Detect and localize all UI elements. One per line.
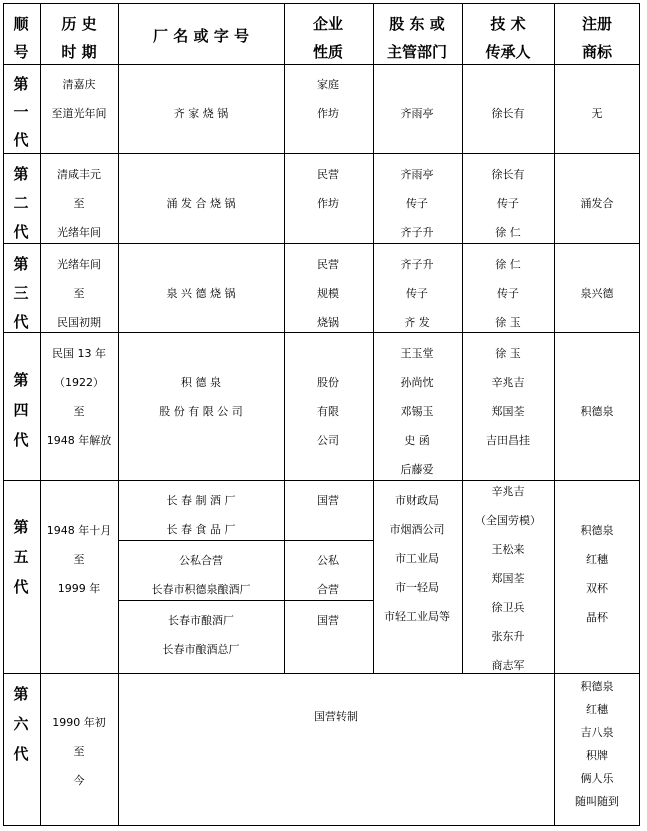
- tech-inheritor-text: 徐 仁: [495, 226, 521, 239]
- nature-text: 合营: [317, 583, 339, 596]
- generation-label: 代: [13, 313, 29, 331]
- tech-inheritor-text: 徐 玉: [495, 316, 521, 329]
- trademark-text: 红穗: [586, 703, 608, 716]
- tech-inheritor-text: 徐 玉: [495, 347, 521, 360]
- trademark-text: 无: [591, 107, 603, 120]
- header-period: 历 史: [61, 15, 97, 33]
- header-seq: 号: [13, 43, 29, 61]
- tech-inheritor-text: （全国劳模）: [475, 514, 541, 527]
- trademark-text: 积德泉: [580, 680, 614, 693]
- trademark-text: 积德泉: [580, 405, 614, 418]
- grid-line: [373, 3, 374, 673]
- generation-label: 四: [13, 401, 29, 419]
- shareholder-text: 齐子升: [400, 226, 434, 239]
- nature-text: 公私: [317, 554, 339, 567]
- nature-text: 家庭: [317, 78, 339, 91]
- period-text: 1948 年十月: [46, 524, 112, 537]
- shareholder-text: 邓锡玉: [400, 405, 434, 418]
- generation-label: 第: [13, 685, 29, 703]
- grid-line: [40, 3, 41, 826]
- period-text: 民国初期: [57, 316, 101, 329]
- nature-text: 作坊: [317, 107, 339, 120]
- trademark-text: 红穗: [586, 553, 608, 566]
- nature-text: 有限: [317, 405, 339, 418]
- shareholder-text: 史 函: [404, 434, 430, 447]
- nature-text: 烧锅: [317, 316, 339, 329]
- generation-label: 五: [13, 548, 29, 566]
- trademark-text: 积德泉: [580, 524, 614, 537]
- trademark-text: 晶杯: [586, 611, 608, 624]
- shareholder-text: 齐雨亭: [400, 107, 434, 120]
- header-shareholder: 股 东 或: [389, 15, 445, 33]
- grid-line: [118, 3, 119, 826]
- shareholder-text: 传子: [406, 197, 428, 210]
- trademark-text: 俩人乐: [580, 772, 614, 785]
- shareholder-text: 齐雨亭: [400, 168, 434, 181]
- header-factory-name: 厂 名 或 字 号: [153, 27, 249, 45]
- period-text: 至: [73, 287, 85, 300]
- generation-label: 第: [13, 371, 29, 389]
- factory-name: 长春市酿酒总厂: [162, 643, 240, 656]
- header-seq: 顺: [13, 15, 29, 33]
- period-text: 民国 13 年: [52, 347, 106, 360]
- factory-name: 公私合营: [179, 554, 223, 567]
- period-text: （1922）: [54, 376, 104, 389]
- grid-line: [118, 600, 373, 601]
- tech-inheritor-text: 张东升: [491, 630, 525, 643]
- tech-inheritor-text: 徐长有: [491, 168, 525, 181]
- tech-inheritor-text: 传子: [497, 197, 519, 210]
- factory-name: 齐 家 烧 锅: [173, 107, 229, 120]
- tech-inheritor-text: 辛兆吉: [491, 376, 525, 389]
- grid-line: [3, 673, 640, 674]
- period-text: 至: [73, 197, 85, 210]
- header-trademark: 注册: [581, 15, 613, 33]
- generation-label: 一: [13, 103, 29, 121]
- nature-text: 国营: [317, 614, 339, 627]
- factory-name: 长 春 食 品 厂: [166, 523, 236, 536]
- generation-label: 代: [13, 131, 29, 149]
- header-nature: 性质: [312, 43, 344, 61]
- shareholder-text: 市一轻局: [395, 581, 439, 594]
- header-nature: 企业: [312, 15, 344, 33]
- period-text: 清咸丰元: [57, 168, 101, 181]
- shareholder-text: 市财政局: [395, 494, 439, 507]
- shareholder-text: 王玉堂: [400, 347, 434, 360]
- nature-text: 股份: [317, 376, 339, 389]
- tech-inheritor-text: 郑国荃: [491, 405, 525, 418]
- grid-line: [3, 332, 640, 333]
- tech-inheritor-text: 徐 仁: [495, 258, 521, 271]
- factory-name: 长春市积德泉酿酒厂: [151, 583, 251, 596]
- tech-inheritor-text: 徐长有: [491, 107, 525, 120]
- grid-line: [118, 540, 373, 541]
- grid-line: [3, 64, 640, 65]
- merged-note: 国营转制: [314, 710, 358, 723]
- tech-inheritor-text: 传子: [497, 287, 519, 300]
- grid-line: [462, 3, 463, 673]
- factory-name: 长春市酿酒厂: [168, 614, 234, 627]
- grid-line: [3, 153, 640, 154]
- generation-label: 代: [13, 745, 29, 763]
- trademark-text: 吉八泉: [580, 726, 614, 739]
- shareholder-text: 齐 发: [404, 316, 430, 329]
- grid-line: [3, 243, 640, 244]
- tech-inheritor-text: 徐卫兵: [491, 601, 525, 614]
- generation-label: 代: [13, 431, 29, 449]
- generation-label: 第: [13, 165, 29, 183]
- generation-label: 第: [13, 75, 29, 93]
- nature-text: 公司: [317, 434, 339, 447]
- generation-label: 六: [13, 715, 29, 733]
- trademark-text: 双杯: [586, 582, 608, 595]
- header-tech-inheritor: 传承人: [485, 43, 531, 61]
- nature-text: 规模: [317, 287, 339, 300]
- generation-label: 第: [13, 518, 29, 536]
- tech-inheritor-text: 辛兆吉: [491, 485, 525, 498]
- shareholder-text: 孙尚忱: [400, 376, 434, 389]
- header-period: 时 期: [61, 43, 97, 61]
- factory-name: 股 份 有 限 公 司: [159, 405, 243, 418]
- grid-line: [284, 3, 285, 673]
- trademark-text: 随叫随到: [575, 795, 619, 808]
- period-text: 光绪年间: [57, 258, 101, 271]
- header-tech-inheritor: 技 术: [490, 15, 526, 33]
- period-text: 今: [73, 774, 85, 787]
- factory-name: 涌 发 合 烧 锅: [166, 197, 236, 210]
- period-text: 1990 年初: [52, 716, 106, 729]
- trademark-text: 涌发合: [580, 197, 614, 210]
- period-text: 1948 年解放: [46, 434, 112, 447]
- header-trademark: 商标: [581, 43, 613, 61]
- tech-inheritor-text: 郑国荃: [491, 572, 525, 585]
- factory-name: 泉 兴 德 烧 锅: [166, 287, 236, 300]
- grid-line: [554, 3, 555, 826]
- shareholder-text: 市烟酒公司: [389, 523, 445, 536]
- tech-inheritor-text: 商志军: [491, 659, 525, 672]
- shareholder-text: 齐子升: [400, 258, 434, 271]
- grid-line: [3, 480, 640, 481]
- nature-text: 作坊: [317, 197, 339, 210]
- generation-label: 代: [13, 223, 29, 241]
- period-text: 至: [73, 745, 85, 758]
- period-text: 1999 年: [57, 582, 101, 595]
- nature-text: 民营: [317, 258, 339, 271]
- generation-label: 二: [13, 194, 29, 212]
- period-text: 至: [73, 405, 85, 418]
- period-text: 光绪年间: [57, 226, 101, 239]
- shareholder-text: 市工业局: [395, 552, 439, 565]
- factory-name: 积 德 泉: [181, 376, 221, 389]
- period-text: 清嘉庆: [62, 78, 96, 91]
- period-text: 至: [73, 553, 85, 566]
- generation-label: 三: [13, 284, 29, 302]
- shareholder-text: 后藤爱: [400, 463, 434, 476]
- trademark-text: 积牌: [586, 749, 608, 762]
- nature-text: 国营: [317, 494, 339, 507]
- period-text: 至道光年间: [51, 107, 107, 120]
- trademark-text: 泉兴德: [580, 287, 614, 300]
- generation-label: 第: [13, 255, 29, 273]
- shareholder-text: 传子: [406, 287, 428, 300]
- nature-text: 民营: [317, 168, 339, 181]
- factory-name: 长 春 制 酒 厂: [166, 494, 236, 507]
- tech-inheritor-text: 吉田昌挂: [486, 434, 530, 447]
- tech-inheritor-text: 王松来: [491, 543, 525, 556]
- generation-label: 代: [13, 578, 29, 596]
- shareholder-text: 市轻工业局等: [384, 610, 450, 623]
- header-shareholder: 主管部门: [386, 43, 448, 61]
